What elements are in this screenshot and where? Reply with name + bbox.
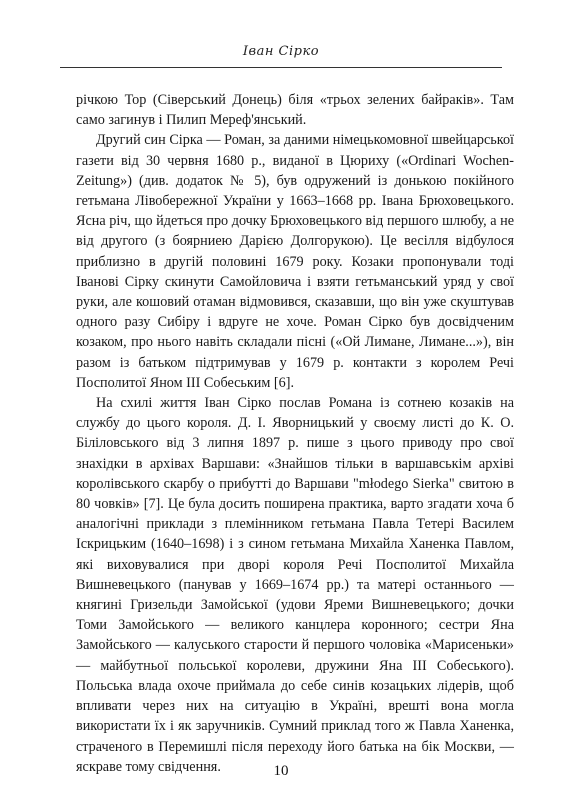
running-header-title: Іван Сірко <box>242 44 320 59</box>
paragraph-service: На схилі життя Іван Сірко послав Романа із сотнею козаків на службу до цього короля. Д. І. Яворницький у своєму листі до К. О. Біліловського від 3 липня 1897 р. пише з цього приводу про свої знахідки в архівах Варшави: «Знайшов тільки в варшавськім архіві королівського скарбу о прибутті до Варшави "młodego Sierka" свитою в 80 човків» [7]. Це була досить поширена практика, варто згадати хоча б аналогічні приклади з племінником гетьмана Павла Тетері Василем Іскрицьким (1640–1698) і з сином гетьмана Михайла Ханенка Павлом, які виховувалися при дворі короля Речі Посполитої Михайла Вишневецького (панував у 1669–1674 рр.) та матері останнього — княгині Гризельди Замойської (удови Яреми Вишневецького; дочки Томи Замойського — великого канцлера коронного; сестри Яна Замойського — калуського старости й першого чоловіка «Марисеньки» — майбутньої польської королеви, дружини Яна III Собеського). Польська влада охоче приймала до себе синів козацьких лідерів, щоб впливати через них на ситуацію в Україні, врешті вона могла використати їх і як заручників. Сумний приклад того ж Павла Ханенка, страченого в Перемишлі після переходу його батька на бік Москви, — яскраве тому свідчення. <box>76 395 514 775</box>
page-number: 10 <box>273 763 289 779</box>
body-text <box>76 90 514 777</box>
header-divider <box>60 67 502 68</box>
paragraph-continuation: річкою Тор (Сіверський Донець) біля «трьох зелених байраків». Там само загинув і Пилип Мереф'янський. <box>76 92 514 129</box>
paragraph-roman: Другий син Сірка — Роман, за даними німецькомовної швейцарської газети від 30 червня 1680 р., виданої в Цюриху («Ordinari Wochen-Zeitung») (див. додаток № 5), був одружений із донькою покійного гетьмана Лівобережної України у 1663–1668 рр. Івана Брюховецького. Ясна річ, що йдеться про дочку Брюховецького від першого шлюбу, а не від другого (з боярниею Дарією Долгорукою). Це весілля відбулося приблизно в другій половині 1679 року. Козаки пропонували тоді Іванові Сірку скинути Самойловича і взяти гетьманський уряд у свої руки, але кошовий отаман відмовився, сказавши, що він уже скуштував одного разу Сибіру і вдруге не хоче. Роман Сірко був досвідченим козаком, про нього навіть складали пісні («Ой Лимане, Лимане...»), він разом із батьком підтримував у 1679 р. контакти з королем Речі Посполитої Яном III Собеським [6]. <box>76 132 514 391</box>
